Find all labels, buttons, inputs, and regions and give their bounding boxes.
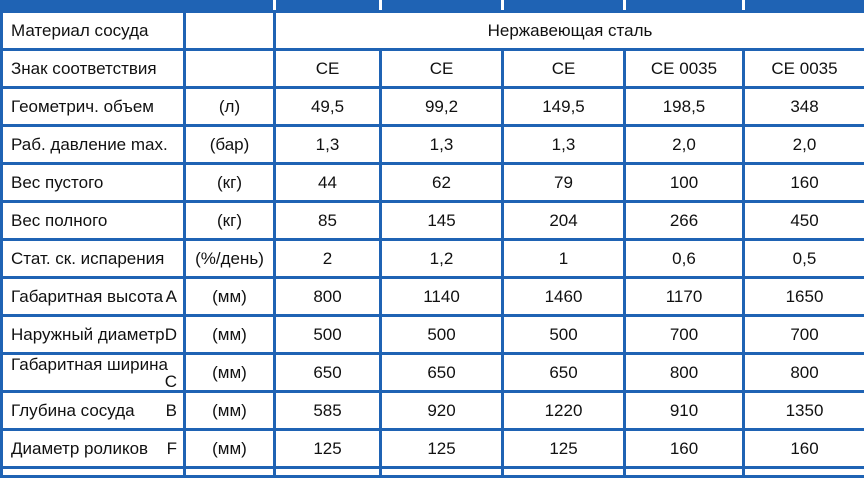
value-cell: 450: [744, 202, 864, 240]
value-cell: 1,2: [381, 240, 503, 278]
dimension-letter: B: [165, 401, 177, 420]
value-cell: 910: [625, 392, 744, 430]
unit-cell: (кг): [185, 202, 275, 240]
parameter-name-cell: [2, 164, 185, 202]
header-cell: [744, 0, 864, 12]
parameter-name: Вес пустого: [11, 173, 104, 192]
parameter-name-cell: [2, 392, 185, 430]
parameter-name: Геометрич. объем: [11, 97, 154, 116]
header-cell: [185, 0, 275, 12]
dimension-letter: C: [164, 371, 177, 391]
value-cell: 1,3: [503, 126, 625, 164]
value-cell: 1,3: [381, 126, 503, 164]
unit-cell: (мм): [185, 316, 275, 354]
table-row: [2, 126, 864, 164]
parameter-name-cell: [2, 12, 185, 50]
value-cell: CE 0035: [744, 50, 864, 88]
parameter-name: Материал сосуда: [11, 21, 149, 40]
value-cell: 1: [503, 240, 625, 278]
cropped-cell: [2, 468, 185, 477]
parameter-name: Габаритная высота: [11, 287, 164, 306]
header-cell: [275, 0, 381, 12]
parameter-name: Знак соответствия: [11, 59, 157, 78]
table-row: [2, 202, 864, 240]
unit-cell: (мм): [185, 278, 275, 316]
table-row: [2, 316, 864, 354]
value-cell: 2,0: [625, 126, 744, 164]
value-cell: 125: [275, 430, 381, 468]
value-cell: 62: [381, 164, 503, 202]
value-cell: 79: [503, 164, 625, 202]
table-row: [2, 278, 864, 316]
value-cell: 348: [744, 88, 864, 126]
value-cell: CE: [275, 50, 381, 88]
value-cell: 125: [503, 430, 625, 468]
value-cell: 160: [625, 430, 744, 468]
value-cell: 700: [744, 316, 864, 354]
value-cell: 1650: [744, 278, 864, 316]
value-cell: 198,5: [625, 88, 744, 126]
unit-cell: (кг): [185, 164, 275, 202]
parameter-name-cell: [2, 430, 185, 468]
cropped-cell: [503, 468, 625, 477]
value-cell: 500: [275, 316, 381, 354]
cropped-cell: [381, 468, 503, 477]
value-cell: 100: [625, 164, 744, 202]
value-cell: 585: [275, 392, 381, 430]
value-cell: 500: [381, 316, 503, 354]
value-cell: CE 0035: [625, 50, 744, 88]
unit-cell: (л): [185, 88, 275, 126]
header-band: [2, 0, 864, 12]
table-row: [2, 88, 864, 126]
header-cell: [503, 0, 625, 12]
unit-cell: [185, 12, 275, 50]
value-cell: 800: [275, 278, 381, 316]
value-cell: 2,0: [744, 126, 864, 164]
value-cell: 500: [503, 316, 625, 354]
parameter-name-cell: [2, 354, 185, 392]
header-cell: [625, 0, 744, 12]
value-cell: 1,3: [275, 126, 381, 164]
dimension-letter: D: [164, 325, 177, 344]
value-cell: 800: [744, 354, 864, 392]
value-cell: 160: [744, 164, 864, 202]
parameter-name: Диаметр роликов: [11, 439, 149, 458]
value-cell: 1460: [503, 278, 625, 316]
value-cell: 700: [625, 316, 744, 354]
value-cell: 800: [625, 354, 744, 392]
value-cell: 125: [381, 430, 503, 468]
merged-value-cell: Нержавеющая сталь: [275, 12, 864, 50]
value-cell: 650: [503, 354, 625, 392]
parameter-name-cell: [2, 126, 185, 164]
header-cell: [381, 0, 503, 12]
value-cell: CE: [381, 50, 503, 88]
parameter-name-cell: [2, 50, 185, 88]
table-row: [2, 430, 864, 468]
value-cell: 650: [275, 354, 381, 392]
value-cell: 266: [625, 202, 744, 240]
value-cell: 99,2: [381, 88, 503, 126]
parameter-name: Наружный диаметр: [11, 325, 165, 344]
parameter-name-cell: [2, 316, 185, 354]
unit-cell: [185, 50, 275, 88]
dimension-letter: A: [165, 287, 177, 306]
value-cell: 149,5: [503, 88, 625, 126]
unit-cell: (%/день): [185, 240, 275, 278]
table-row: [2, 50, 864, 88]
value-cell: 145: [381, 202, 503, 240]
unit-cell: (мм): [185, 430, 275, 468]
table-row: [2, 12, 864, 50]
unit-cell: (мм): [185, 354, 275, 392]
cropped-cell: [625, 468, 744, 477]
value-cell: 44: [275, 164, 381, 202]
table-row-cropped: [2, 468, 864, 477]
parameter-name-cell: [2, 202, 185, 240]
table-row: [2, 354, 864, 392]
value-cell: 1140: [381, 278, 503, 316]
value-cell: 1220: [503, 392, 625, 430]
cropped-cell: [744, 468, 864, 477]
unit-cell: (бар): [185, 126, 275, 164]
parameter-name-cell: [2, 240, 185, 278]
value-cell: 650: [381, 354, 503, 392]
parameter-name: Глубина сосуда: [11, 401, 135, 420]
cropped-cell: [275, 468, 381, 477]
parameter-name-cell: [2, 278, 185, 316]
parameter-name: Раб. давление max.: [11, 135, 168, 154]
parameter-name: Габаритная ширина: [11, 354, 168, 374]
value-cell: 920: [381, 392, 503, 430]
value-cell: 85: [275, 202, 381, 240]
value-cell: 204: [503, 202, 625, 240]
value-cell: 0,6: [625, 240, 744, 278]
parameter-name-cell: [2, 88, 185, 126]
value-cell: 0,5: [744, 240, 864, 278]
value-cell: 49,5: [275, 88, 381, 126]
cropped-cell: [185, 468, 275, 477]
value-cell: 1350: [744, 392, 864, 430]
header-cell: [2, 0, 185, 12]
value-cell: 160: [744, 430, 864, 468]
table-row: [2, 240, 864, 278]
table-row: [2, 164, 864, 202]
parameter-name: Вес полного: [11, 211, 108, 230]
value-cell: CE: [503, 50, 625, 88]
value-cell: 2: [275, 240, 381, 278]
dimension-letter: F: [166, 439, 177, 458]
unit-cell: (мм): [185, 392, 275, 430]
parameter-name: Стат. ск. испарения: [11, 249, 165, 268]
value-cell: 1170: [625, 278, 744, 316]
table-row: [2, 392, 864, 430]
